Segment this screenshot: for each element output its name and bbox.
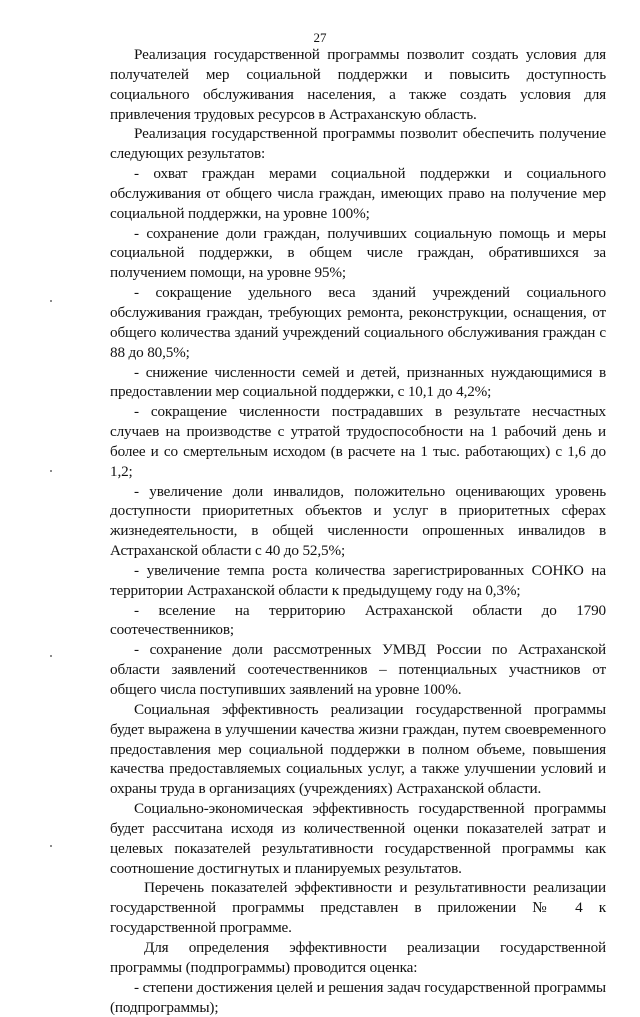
list-item: - степени достижения целей и решения задач государственной программы (подпрограммы); bbox=[110, 978, 606, 1016]
paragraph-results-lead: Реализация государственной программы позволит обеспечить получение следующих результатов: bbox=[110, 125, 606, 163]
paragraph-indicators-list: Перечень показателей эффективности и результативности реализации государственной программы представлен в приложении № 4 к государственной программе. bbox=[110, 879, 606, 937]
list-item: - увеличение темпа роста количества зарегистрированных СОНКО на территории Астраханской области к предыдущему году на 0,3%; bbox=[110, 561, 606, 599]
scan-speck bbox=[50, 470, 52, 472]
list-item: - охват граждан мерами социальной поддержки и социального обслуживания от общего числа граждан, имеющих право на получение мер социальной поддержки, на уровне 100%; bbox=[110, 165, 606, 222]
document-body bbox=[110, 45, 606, 1017]
scan-speck bbox=[50, 845, 52, 847]
paragraph-economic-efficiency: Социально-экономическая эффективность государственной программы будет рассчитана исходя из количественной оценки показателей затрат и целевых показателей результативности государственной программы как соотношение достигнутых и планируемых результатов. bbox=[110, 800, 606, 877]
scan-speck bbox=[50, 655, 52, 657]
list-item: - сокращение удельного веса зданий учреждений социального обслуживания граждан, требующих ремонта, реконструкции, оснащения, от общего количества зданий учреждений социального обслуживания граждан с 88 до 80,5%; bbox=[110, 284, 606, 361]
paragraph-social-efficiency: Социальная эффективность реализации государственной программы будет выражена в улучшении качества жизни граждан, путем своевременного предоставления мер социальной поддержки в полном объеме, повышения качества предоставляемых социальных услуг, а также улучшении условий и охраны труда в организациях (учреждениях) Астраханской области. bbox=[110, 700, 606, 798]
list-item: - сокращение численности пострадавших в результате несчастных случаев на производстве с утратой трудоспособности на 1 рабочий день и более и со смертельным исходом (в расчете на 1 тыс. работающих) с 1,6 до 1,2; bbox=[110, 403, 606, 480]
paragraph-evaluation-lead: Для определения эффективности реализации государственной программы (подпрограммы) проводится оценка: bbox=[110, 938, 606, 976]
list-item: - сохранение доли рассмотренных УМВД России по Астраханской области заявлений соотечественников – потенциальных участников от общего числа поступивших заявлений на уровне 100%. bbox=[110, 641, 606, 698]
page-number: 27 bbox=[313, 30, 327, 45]
paragraph-intro: Реализация государственной программы позволит создать условия для получателей мер социальной поддержки и повысить доступность социального обслуживания населения, а также создать условия для привлечения трудовых ресурсов в Астраханскую область. bbox=[110, 46, 606, 123]
list-item: - снижение численности семей и детей, признанных нуждающимися в предоставлении мер социальной поддержки, с 10,1 до 4,2%; bbox=[110, 363, 606, 401]
list-item: - увеличение доли инвалидов, положительно оценивающих уровень доступности приоритетных объектов и услуг в приоритетных сферах жизнедеятельности, в общей численности опрошенных инвалидов в Астраханской области с 40 до 52,5%; bbox=[110, 482, 606, 560]
list-item: - сохранение доли граждан, получивших социальную помощь и меры социальной поддержки, в общем числе граждан, обратившихся за получением помощи, на уровне 95%; bbox=[110, 224, 606, 282]
scan-speck bbox=[50, 300, 52, 302]
list-item: - вселение на территорию Астраханской области до 1790 соотечественников; bbox=[110, 601, 606, 639]
